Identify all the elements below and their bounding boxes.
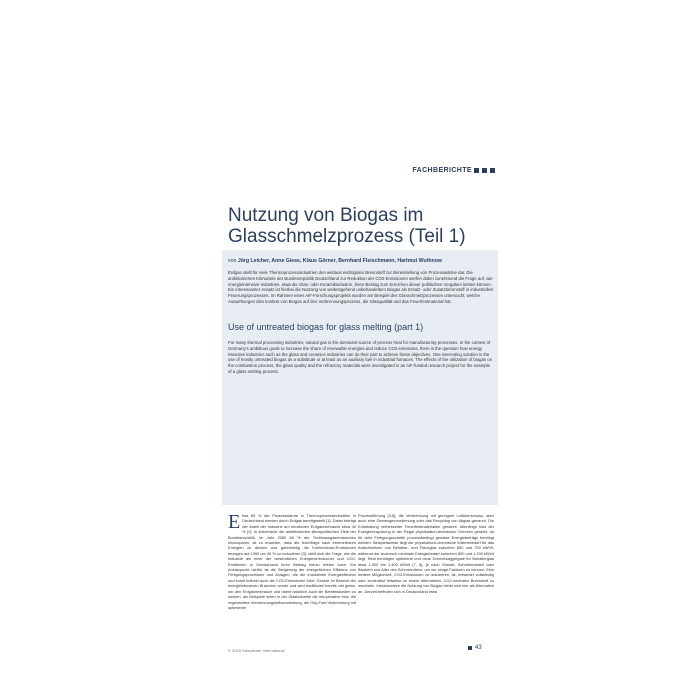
body-column-1	[228, 513, 356, 610]
square-icon	[482, 168, 487, 173]
abstract-german: Erdgas stellt für viele Thermoprozessindustrien den weitaus wichtigsten Brennstoff zur Bereitstellung von Prozesswärme dar. Die ambitionierten Klimaziele der Bundesrepublik Deutschland zur Reduktion der CO2-Emissionen werfen dabei zunehmend die Frage auf, wie energieintensive Industrien, etwa die Glas- oder Keramikindustrie, ihren Beitrag zum Erreichen dieser politischen Vorgaben leisten können. Ein interessanter Ansatz ist hierbei die Nutzung von weitestgehend unbehandeltem Biogas als Ersatz- oder Zusatzbrennstoff in industriellen Feuerungsprozessen. Im Rahmen eines AiF-Forschungsprojekts wurden am Beispiel des Glasschmelzprozesses untersucht, welche Auswirkungen dies konkret von Biogas auf den Verbrennungsprozess, die Glasqualität und das Feuerfestmaterial hat.	[228, 270, 494, 304]
body-column-2: Prozessführung [4-6], die Verbrennung mit geringem Luftüberschuss, aber auch eine Gemengevorwärmung oder das Recycling von Altglas genannt. Die Entwicklung verbesserter Feuerfestmaterialien genannt. Allerdings sind der Energieeinsparung in der Regel physikalisch-technische Grenzen gesetzt, da für viele Fertigungsschritte prozessbedingt gewisse Energiebeträge benötigt werden. Beispielsweise liegt der physikalisch-chemische Wärmebedarf für das Aufschmelzen von Behälter- und Flachglas zwischen 650 und 750 kWh/t, während der technisch minimale Energiebedarf zwischen 800 und 1.200 kWh/t liegt. Real benötigen optimierte und neue Schmelzaggregate für Behälterglas etwa 1.000 bis 1.400 kWh/t [7, 8], je nach Glasart, Scherbenanteil oder Bauform und Alter des Schmelzofens, um nur einige Faktoren zu nennen. Eine weitere Möglichkeit, CO2-Emissionen zu reduzieren, ist, entweder vollständig oder zumindest teilweise zu einem alternativen, CO2-neutralen Brennstoff zu wechseln. Insbesondere die Nutzung von Biogas bietet sich hier als Alternative an. Derzeit befinden sich in Deutschland etwa	[358, 513, 494, 594]
abstract-english: For many thermal processing industries, natural gas is the dominant source of process heat for manufacturing processes. In the context of Germany's ambitious goals to increase the share of renewable energies and reduce CO2 emissions, there is the question how energy intensive industries such as the glass and ceramics industries can do their part to achieve these objectives. One interesting solution is the use of mostly untreated biogas as a substitute or at least as an auxiliary fuel in industrial furnaces. The effects of the utilization of biogas on the combustion process, the glass quality and the refractory materials were investigated in an AiF-funded research project for the example of a glass melting process.	[228, 340, 493, 374]
authors-prefix: von	[228, 258, 237, 264]
body-column-1-text: twa 65 % der Prozesswärme in Thermoprozessindustrien in Deutschland werden durch Erdgas bereitgestellt [1]. Dabei beträgt der Anteil der Industrie am deutschen Erdgasverbrauch etwa 40 % [2]. In Anbetracht der ambitionierten klimapolitischen Ziele der Bundesrepublik, im Jahr 2050 80 % der Treibhausgasemissionen einzusparen, ist zu erwarten, dass die Nachfrage nach erneuerbaren Energien zu decken und gleichzeitig die Kohlendioxid-Emissionen bezogen auf 1990 um 40 % zu reduzieren [3], stellt sich die Frage, wie die Industrie als einer der wesentlichen Energieverbraucher und CO2-Emittenten in Deutschland ihren Beitrag hierzu leisten kann. Ein Ansatzpunkt hierfür ist die Steigerung der energetischen Effizienz von Fertigungsprozessen und Anlagen, die die industrielle Energieeffizienz und somit indirekt auch die CO2-Emissionen führt. Gerade im Bereich der energieintensiven Branchen wurde und wird traditionell bereits viel getan, um den Erdgasverbrauch und damit natürlich auch die Betriebskosten zu senken, als Beispiele seien in der Glasindustrie die rekuperative bzw. die regenerative Verbrennungsluftvorwärmung, die Oxy-Fuel-Verbrennung mit optimierter	[228, 513, 356, 610]
article-title: Nutzung von Biogas im Glasschmelzprozess (Teil 1)	[228, 205, 466, 247]
footer-copyright: © 2016 Gaswärme International	[228, 648, 285, 653]
author-line	[228, 258, 494, 264]
drop-cap: E	[228, 511, 241, 533]
section-label: FACHBERICHTE	[408, 167, 472, 174]
authors: Jörg Leicher, Anne Giese, Klaus Görner, Bernhard Fleischmann, Hartmut Wuthnow	[237, 258, 442, 264]
header-squares-icon	[474, 168, 495, 173]
english-subtitle: Use of untreated biogas for glass melting (part 1)	[228, 322, 424, 332]
square-icon	[490, 168, 495, 173]
page-number: 43	[475, 645, 482, 651]
page-number-block	[468, 645, 482, 651]
page-marker-icon	[468, 646, 472, 650]
square-icon	[474, 168, 479, 173]
